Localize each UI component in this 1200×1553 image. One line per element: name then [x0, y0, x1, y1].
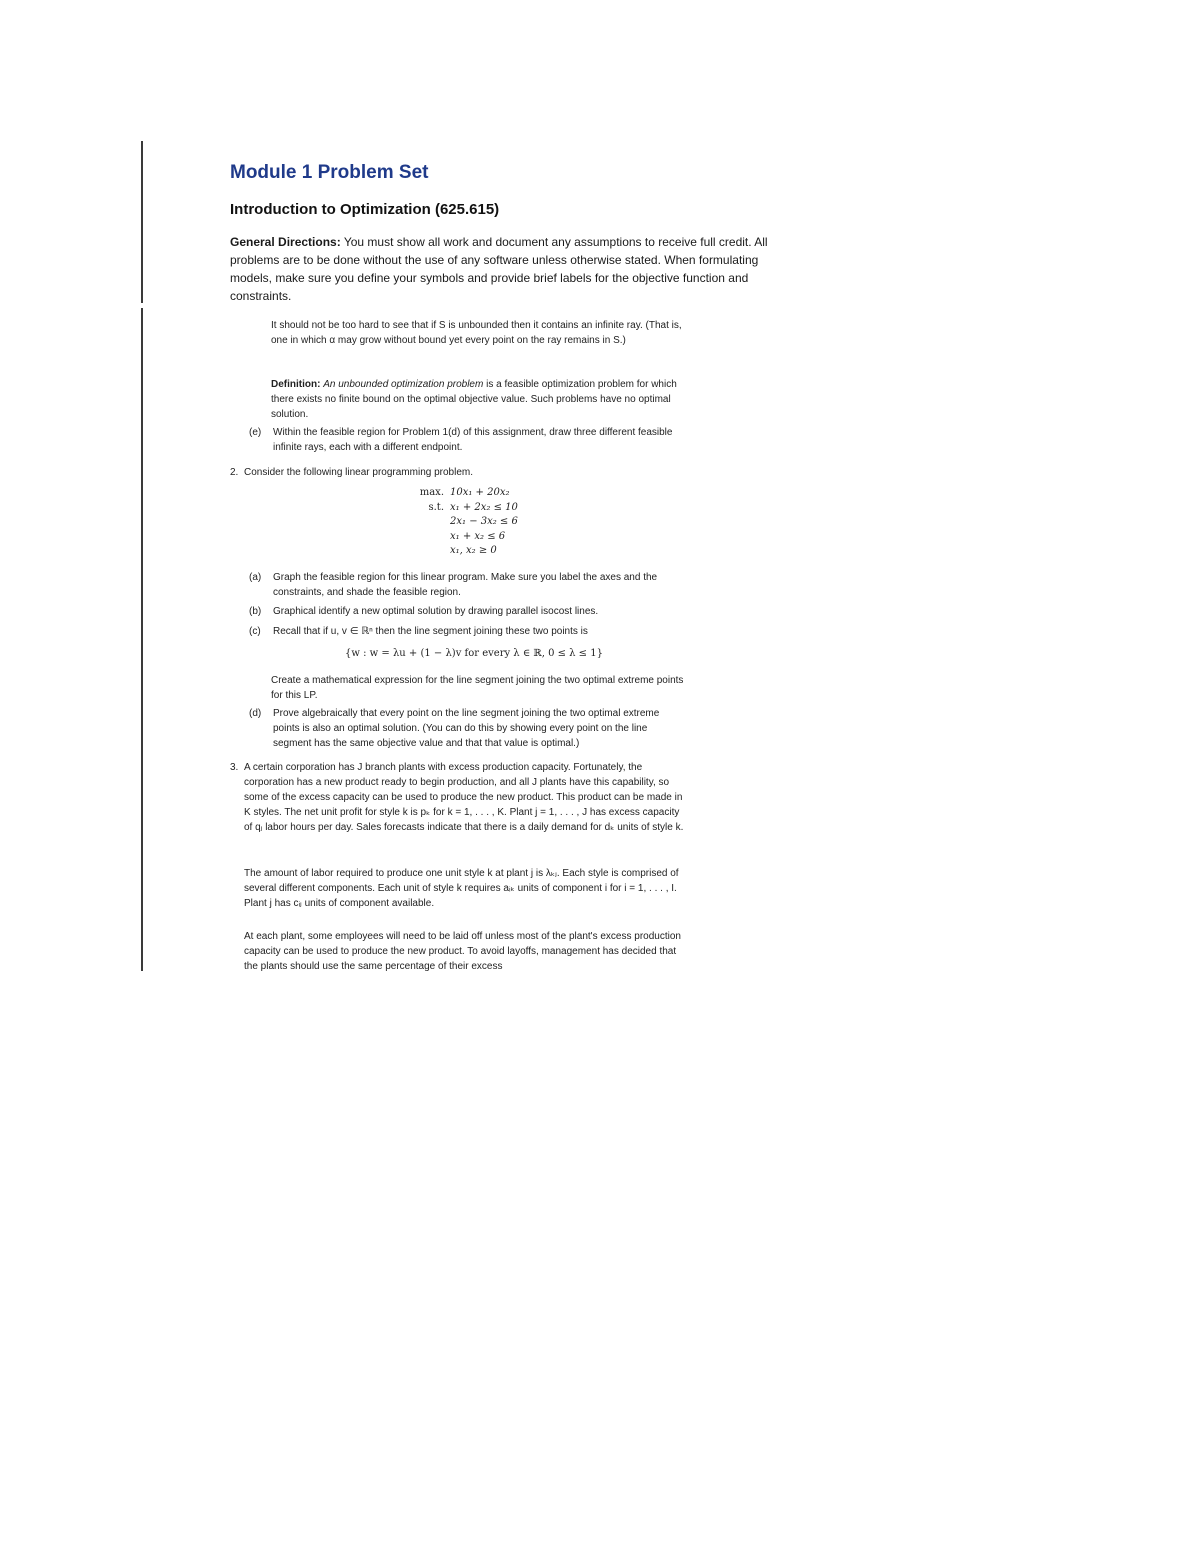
item-text: Graphical identify a new optimal solution by drawing parallel isocost lines.	[273, 606, 599, 617]
problem-2c-continued: Create a mathematical expression for the line segment joining the two optimal extreme points for this LP.	[271, 675, 684, 701]
definition-paragraph	[271, 377, 687, 422]
problem-1e	[249, 425, 687, 455]
item-text: Prove algebraically that every point on the line segment joining the two optimal extreme points is also an optimal solution. (You can do this by showing every point on the line segment has the same objective value and that that value is optimal.)	[273, 708, 660, 749]
definition-label: Definition:	[271, 379, 321, 390]
constraint-1: x₁ + 2x₂ ≤ 10	[450, 501, 518, 513]
line-segment-set: {w : w = λu + (1 − λ)v for every λ ∈ ℝ, 0 ≤ λ ≤ 1}	[345, 648, 603, 659]
problem-number: 2.	[230, 467, 239, 478]
problem-2b	[249, 604, 687, 619]
definition-text: is a feasible optimization problem for which there exists no finite bound on the optimal objective value. Such problems have no optimal solution.	[271, 379, 677, 420]
item-text: Within the feasible region for Problem 1(d) of this assignment, draw three different feasible infinite rays, each with a different endpoint.	[273, 427, 673, 453]
problem-3	[230, 760, 687, 835]
problem-text: A certain corporation has J branch plants with excess production capacity. Fortunately, the corporation has a new product ready to begin production, and all J plants have this capability, so some of the excess capacity can be used to produce the new product. This product can be made in K styles. The net unit profit for style k is pₖ for k = 1, . . . , K. Plant j = 1, . . . , J has excess capacity of qⱼ labor hours per day. Sales forecasts indicate that there is a daily demand for dₖ units of style k.	[244, 762, 684, 833]
st-label: s.t.	[428, 501, 444, 513]
problem-3-para-3: At each plant, some employees will need to be laid off unless most of the plant's excess production capacity can be used to produce the new product. To avoid layoffs, management has decided that the plants should use the same percentage of their excess	[244, 931, 681, 972]
problem-2c	[249, 624, 687, 639]
item-label: (b)	[249, 606, 262, 617]
item-label: (d)	[249, 708, 262, 719]
constraint-4: x₁, x₂ ≥ 0	[450, 545, 497, 556]
page-title: Module 1 Problem Set	[230, 162, 429, 183]
definition-term: An unbounded optimization problem	[323, 379, 484, 390]
margin-bar	[141, 141, 143, 303]
problem-3-para-2: The amount of labor required to produce one unit style k at plant j is λₖⱼ. Each style is comprised of several different components. Each unit of style k requires aᵢₖ units of component i for i = 1, . . . , I. Plant j has cᵢⱼ units of component available.	[244, 868, 679, 909]
general-directions-label: General Directions:	[230, 235, 341, 249]
course-subtitle: Introduction to Optimization (625.615)	[230, 201, 500, 218]
item-label: (a)	[249, 572, 262, 583]
general-directions	[230, 233, 800, 305]
problem-2d	[249, 706, 687, 751]
margin-bar	[141, 308, 143, 971]
max-label: max.	[419, 487, 444, 498]
item-text: Recall that if u, v ∈ ℝⁿ then the line segment joining these two points is	[273, 626, 588, 637]
constraint-3: x₁ + x₂ ≤ 6	[450, 530, 506, 542]
problem-text: Consider the following linear programming problem.	[244, 467, 473, 478]
lp-formulation	[410, 486, 518, 559]
item-text: Graph the feasible region for this linear program. Make sure you label the axes and the constraints, and shade the feasible region.	[273, 572, 658, 598]
objective: 10x₁ + 20x₂	[450, 487, 510, 498]
constraint-2: 2x₁ − 3x₂ ≤ 6	[450, 516, 518, 527]
problem-number: 3.	[230, 762, 239, 773]
item-label: (e)	[249, 427, 262, 438]
general-directions-text: You must show all work and document any assumptions to receive full credit. All problems are to be done without the use of any software unless otherwise stated. When formulating models, make sure you define your symbols and provide brief labels for the objective function and constraints.	[230, 235, 768, 303]
problem-2a	[249, 570, 687, 600]
problem-2-intro	[230, 465, 687, 480]
ray-paragraph: It should not be too hard to see that if S is unbounded then it contains an infinite ray. (That is, one in which α may grow without bound yet every point on the ray remains in S.)	[271, 320, 682, 346]
item-label: (c)	[249, 626, 261, 637]
